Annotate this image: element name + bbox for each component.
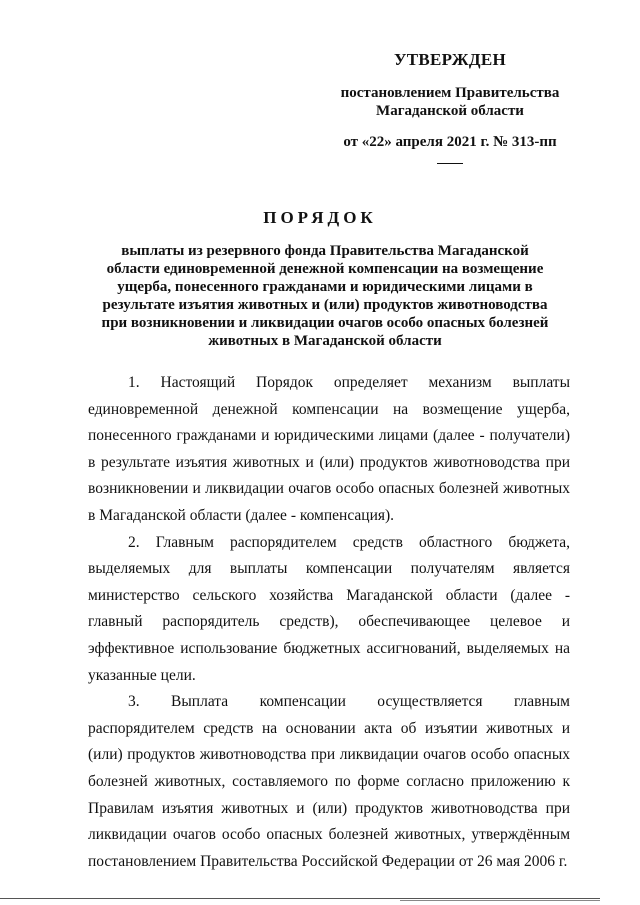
page-edge-line (0, 898, 600, 899)
approval-title: УТВЕРЖДЕН (393, 50, 507, 69)
document-subtitle: выплаты из резервного фонда Правительства Магаданской области единовременной денежной компенсации на возмещение ущерба, понесенного гражданами и юридическими лицами в результате изъятия животных и (или) продуктов животноводства при возникновении и ликвидации очагов особо опасных болезней животных в Магаданской области (101, 243, 549, 349)
approval-date: от «22» апреля 2021 г. № 313-пп (343, 134, 557, 150)
document-body (88, 370, 570, 875)
paragraph-2: 2. Главным распорядителем средств областного бюджета, выделяемых для выплаты компенсации получателям является министерство сельского хозяйства Магаданской области (далее - главный распорядитель средств), обеспечивающее целевое и эффективное использование бюджетных ассигнований, выделяемых на указанные цели. (88, 533, 570, 684)
approval-line-2: Магаданской области (376, 103, 524, 119)
paragraph-1: 1. Настоящий Порядок определяет механизм выплаты единовременной денежной компенсации на возмещение ущерба, понесенного гражданами и юридическими лицами (далее - получатели) в результате изъятия животных и (или) продуктов животноводства при возникновении и ликвидации очагов особо опасных болезней животных в Магаданской области (далее - компенсация). (88, 374, 570, 524)
approval-line-1: постановлением Правительства (340, 85, 560, 101)
paragraph-3: 3. Выплата компенсации осуществляется главным распорядителем средств на основании акта об изъятии животных и (или) продуктов животноводства при ликвидации очагов особо опасных болезней животных, составляемого по форме согласно приложению к Правилам изъятия животных и (или) продуктов животноводства при ликвидации очагов особо опасных болезней животных, утверждённым постановлением Правительства Российской Федерации от 26 мая 2006 г. (88, 693, 570, 870)
approval-dash (437, 163, 463, 164)
document-title: ПОРЯДОК (263, 208, 377, 227)
approval-block (300, 50, 600, 164)
page-edge-line-2 (400, 900, 600, 901)
